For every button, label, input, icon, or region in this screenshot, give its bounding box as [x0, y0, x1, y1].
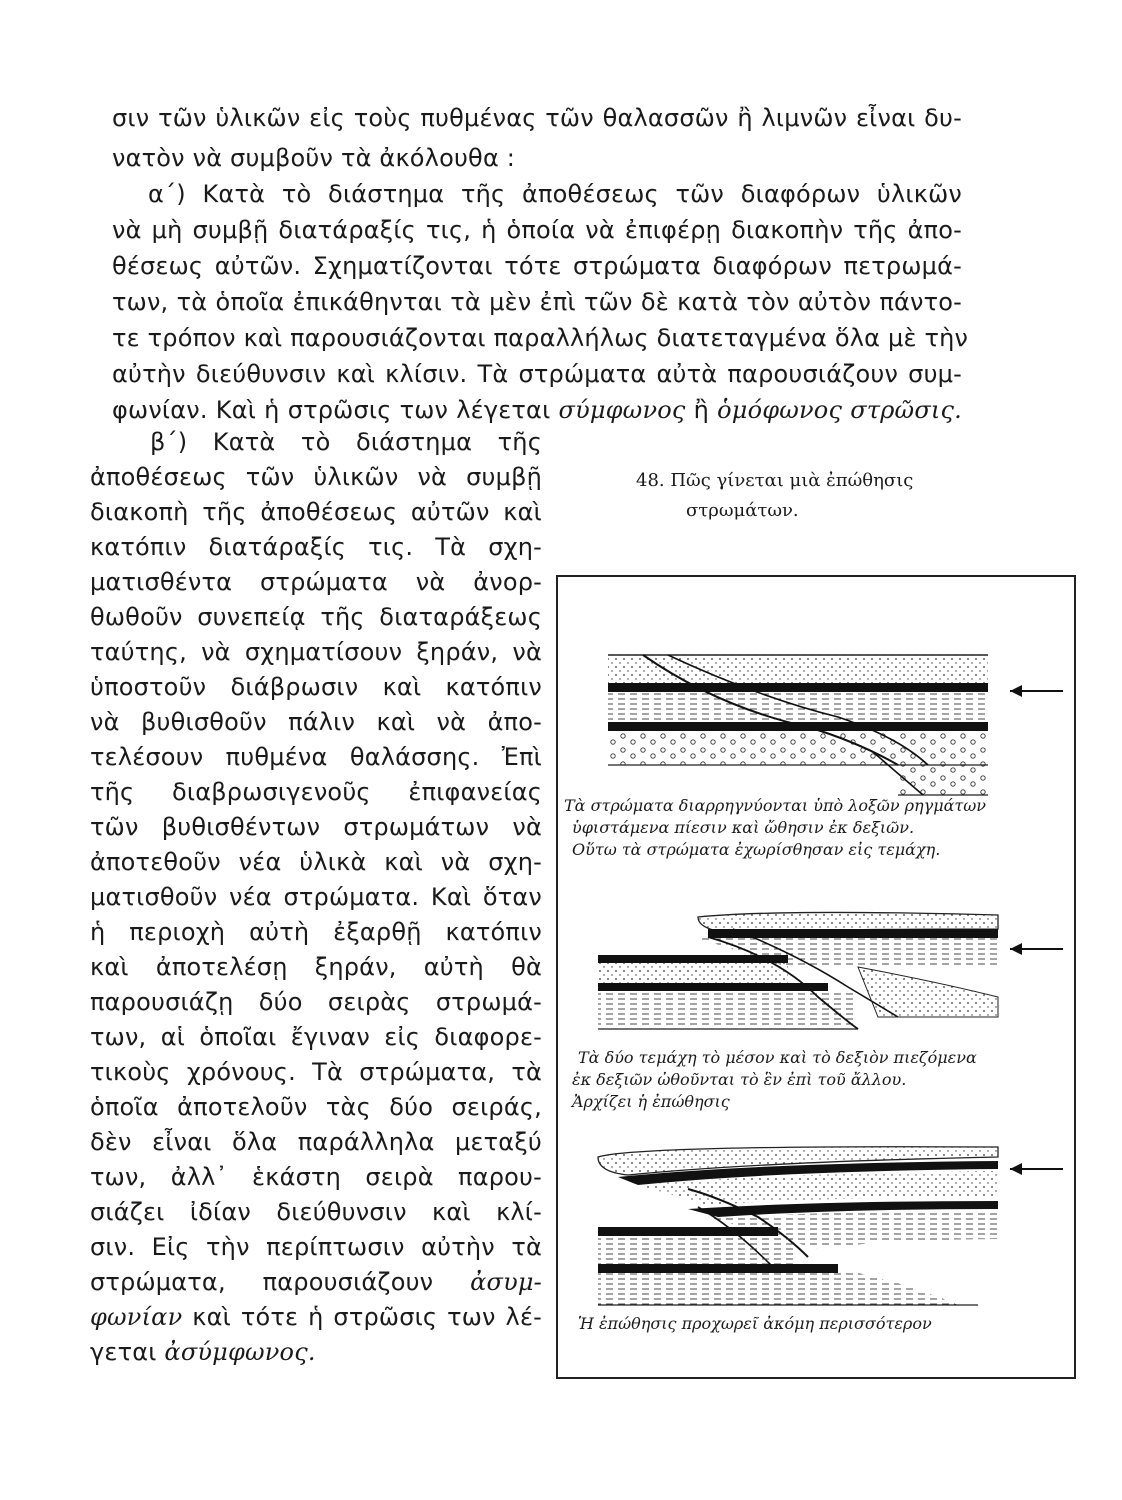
body-line-7: τε τρόπον καὶ παρουσιάζονται παραλλήλως διατεταγμένα ὅλα μὲ τὴν [112, 324, 969, 352]
col-line-22: των, ἀλλ᾽ ἑκάστη σειρὰ παρου- [90, 1163, 542, 1191]
col-line-14: ματισθοῦν νέα στρώματα. Καὶ ὅταν [90, 883, 542, 911]
body-line-3: α΄) Κατὰ τὸ διάστημα τῆς ἀποθέσεως τῶν διαφόρων ὑλικῶν [148, 180, 962, 208]
col-line-11: τῆς διαβρωσιγενοῦς ἐπιφανείας [90, 778, 542, 806]
col-line-12: τῶν βυθισθέντων στρωμάτων νὰ [90, 813, 542, 841]
body-line-9-text: φωνίαν. Καὶ ἡ στρῶσις των λέγεται [112, 396, 559, 424]
col-line-26 [90, 1301, 542, 1333]
panel-1-caption-line-3: Οὕτω τὰ στρώματα ἐχωρίσθησαν εἰς τεμάχη. [572, 840, 941, 859]
figure-box [556, 575, 1076, 1379]
panel-3-caption: Ἡ ἐπώθησις προχωρεῖ ἀκόμη περισσότερον [578, 1314, 932, 1333]
col-line-21: δὲν εἶναι ὅλα παράλληλα μεταξύ [90, 1128, 542, 1156]
body-line-1: σιν τῶν ὑλικῶν εἰς τοὺς πυθμένας τῶν θαλασσῶν ἢ λιμνῶν εἶναι δυ- [112, 104, 962, 132]
col-line-16: καὶ ἀποτελέσῃ ξηράν, αὐτὴ θὰ [90, 953, 542, 981]
panel-1-strata [608, 655, 988, 795]
col-line-20: ὁποῖα ἀποτελοῦν τὰς δύο σειράς, [90, 1093, 542, 1121]
figure-caption [636, 466, 966, 526]
term-asymphonos: ἀσύμφωνος. [164, 1338, 316, 1366]
panel-2-caption-line-1: Τὰ δύο τεμάχη τὸ μέσον καὶ τὸ δεξιὸν πιεζόμενα [578, 1048, 977, 1067]
term-symphonos: σύμφωνος [558, 396, 686, 424]
figure-caption-line-1: 48. Πῶς γίνεται μιὰ ἐπώθησις [636, 470, 914, 491]
panel-2-arrow [1010, 943, 1063, 955]
body-line-9 [112, 394, 962, 426]
strata-illustration [558, 577, 1074, 1377]
body-line-8: αὐτὴν διεύθυνσιν καὶ κλίσιν. Τὰ στρώματα αὐτὰ παρουσιάζουν συμ- [112, 360, 962, 388]
col-line-6: θωθοῦν συνεπείᾳ τῆς διαταράξεως [90, 603, 542, 631]
col-line-24: σιν. Εἰς τὴν περίπτωσιν αὐτὴν τὰ [90, 1233, 542, 1261]
term-asym: ἀσυμ- [470, 1268, 542, 1296]
term-homophonos: ὁμόφωνος στρῶσις. [717, 396, 962, 424]
term-phonian: φωνίαν [90, 1303, 183, 1331]
col-line-1: β΄) Κατὰ τὸ διάστημα τῆς [150, 428, 542, 456]
body-line-4: νὰ μὴ συμβῇ διατάραξίς τις, ἡ ὁποία νὰ ἐπιφέρῃ διακοπὴν τῆς ἀπο- [112, 216, 962, 244]
col-line-25-text: στρώματα, παρουσιάζουν [90, 1268, 471, 1296]
panel-1-caption-line-2: ὑφιστάμενα πίεσιν καὶ ὤθησιν ἐκ δεξιῶν. [572, 818, 915, 837]
panel-2-strata [598, 912, 998, 1029]
col-line-9: νὰ βυθισθοῦν πάλιν καὶ νὰ ἀπο- [90, 708, 542, 736]
panel-3-strata [598, 1147, 998, 1305]
col-line-5: ματισθέντα στρώματα νὰ ἀνορ- [90, 568, 542, 596]
col-line-3: διακοπὴ τῆς ἀποθέσεως αὐτῶν καὶ [90, 498, 542, 526]
col-line-18: των, αἱ ὁποῖαι ἔγιναν εἰς διαφορε- [90, 1023, 542, 1051]
col-line-15: ἡ περιοχὴ αὐτὴ ἐξαρθῇ κατόπιν [90, 918, 542, 946]
body-line-9-or: ἢ [685, 396, 718, 424]
panel-1-caption-line-1: Τὰ στρώματα διαρρηγνύονται ὑπὸ λοξῶν ρηγμάτων [564, 796, 987, 815]
col-line-25 [90, 1266, 542, 1298]
col-line-19: τικοὺς χρόνους. Τὰ στρώματα, τὰ [90, 1058, 542, 1086]
col-line-27-text: γεται [90, 1338, 165, 1366]
col-line-26-text: καὶ τότε ἡ στρῶσις των λέ- [182, 1303, 542, 1331]
body-line-6: των, τὰ ὁποῖα ἐπικάθηνται τὰ μὲν ἐπὶ τῶν δὲ κατὰ τὸν αὐτὸν πάντο- [112, 288, 962, 316]
col-line-23: σιάζει ἰδίαν διεύθυνσιν καὶ κλί- [90, 1198, 542, 1226]
panel-2-caption-line-2: ἐκ δεξιῶν ὠθοῦνται τὸ ἓν ἐπὶ τοῦ ἄλλου. [572, 1070, 907, 1089]
col-line-27 [90, 1336, 542, 1368]
col-line-7: ταύτης, νὰ σχηματίσουν ξηράν, νὰ [90, 638, 542, 666]
col-line-13: ἀποτεθοῦν νέα ὑλικὰ καὶ νὰ σχη- [90, 848, 542, 876]
panel-1-arrow [1010, 685, 1063, 697]
col-line-8: ὑποστοῦν διάβρωσιν καὶ κατόπιν [90, 673, 542, 701]
body-line-2: νατὸν νὰ συμβοῦν τὰ ἀκόλουθα : [112, 144, 516, 172]
body-line-5: θέσεως αὐτῶν. Σχηματίζονται τότε στρώματα διαφόρων πετρωμά- [112, 252, 962, 280]
panel-3-arrow [1010, 1163, 1063, 1175]
figure-caption-line-2: στρωμάτων. [686, 500, 799, 521]
col-line-2: ἀποθέσεως τῶν ὑλικῶν νὰ συμβῇ [90, 463, 542, 491]
col-line-10: τελέσουν πυθμένα θαλάσσης. Ἐπὶ [90, 743, 542, 771]
col-line-4: κατόπιν διατάραξίς τις. Τὰ σχη- [90, 533, 542, 561]
col-line-17: παρουσιάζῃ δύο σειρὰς στρωμά- [90, 988, 542, 1016]
panel-2-caption-line-3: Ἀρχίζει ἡ ἐπώθησις [572, 1092, 730, 1111]
